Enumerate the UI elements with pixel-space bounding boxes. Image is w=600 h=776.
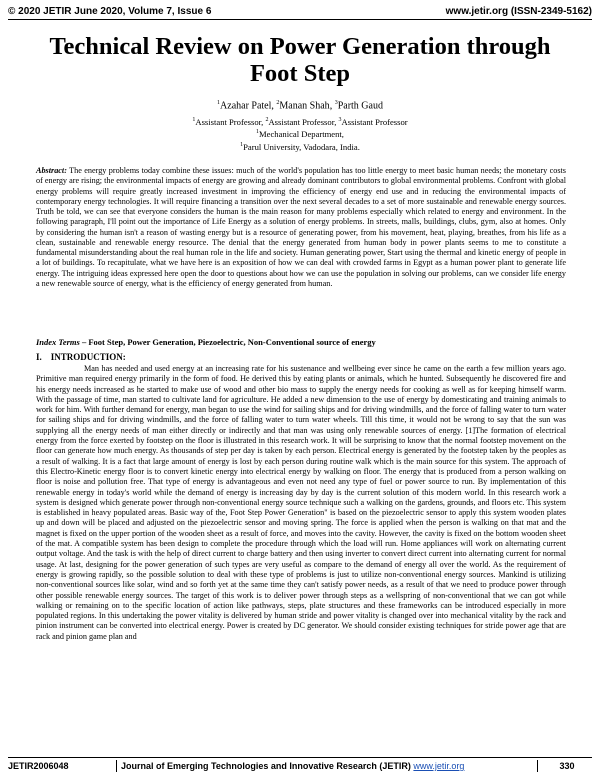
index-terms-text: – Foot Step, Power Generation, Piezoelectric, Non-Conventional source of energy [81,337,376,347]
page-header [8,4,592,18]
section-heading [36,352,126,362]
abstract-label: Abstract: [36,166,67,175]
author-line: $^1$Azahar Patel, $^2$Manan Shah, $^3$Parth Gaud [217,100,383,112]
footer-journal: Journal of Emerging Technologies and Innovative Research (JETIR) www.jetir.org [121,761,465,771]
footer-paper-code: JETIR2006048 [8,761,69,771]
footer-rule [8,757,592,758]
affiliation-department: $^1$Mechanical Department, [256,129,344,140]
footer-divider [537,760,538,772]
page-footer [8,759,592,773]
index-terms-label: Index Terms [36,337,80,347]
affiliation-positions: $^1$Assistant Professor, $^2$Assistant Professor, $^3$Assistant Professor [192,116,408,127]
header-volume-info: © 2020 JETIR June 2020, Volume 7, Issue 6 [8,5,212,17]
footer-page-number: 330 [559,761,575,771]
introduction-paragraph: Man has needed and used energy at an increasing rate for his sustenance and wellbeing ever since he came on the earth a few million years ago. Primitive man required energy primarily in the form of food. He derived this by eating plants or animals, which he hunted. Subsequently he discovered fire and his energy needs increased as he started to make use of wood and other bio mass to supply the energy needs for cooking as well as for keeping himself warm. With the passage of time, man started to cultivate land for agriculture. He added a new dimension to the use of energy by domesticating and training animals to work for him. With further demand for energy, man began to use the wind for sailing ships and for driving windmills, and the force of falling water to turn water for sailing ships and for driving windmills, and the force of falling water to turn water wheels. Till this time, it would not be wrong to say that the sun was supplying all the energy needs of man either directly or indirectly and that man was using only renewable sources of energy. [1]The formation of electrical energy from the force exerted by footstep on the floor is illustrated in this research work. It will be surprising to know that the normal footstep movement on the floor can generate how much energy. As thousands of step per day is taken by each person. Electrical energy is generated by the footstep taken by the peoples as a result of walking. It is a fact that large amount of energy is lost by each person during routine walk which is the main source for this system. The approach of this Electro-Kinetic energy floor is to convert kinetic energy into electrical energy by walking on floor. The energy that is produced from a person walking on floor is noise and pollution free. That type of energy is advantageous and even not need any type of fuel or power source to run. By implementation of this renewable energy in today's world while the demand of energy is increasing day by day is the current solution of this modern world. In this research work a system is designed which generate power through non-conventional energy source technique such a walking on the gardens, grounds, and floors etc. This system is established in heavy populated areas. Basic way of the, Foot Step Power Generation" is based on the piezoelectric sensor to apply this system wooden plates up and down will be placed and adjusted on the piezoelectric sensor and moving spring. The force is applied when the person is walking on that mat and the magnet is fixed on the upper portion of the wooden sheet as a result of force, and moves into the cavity. However, the cavity is fixed on the bottom wooden sheet of the mat. A compatible system has been design to complete the procedure through which the load will run. Home appliances will work on alternating current output voltage. And the task is with the help of direct current to charge battery and then using inverter to convert direct current into alternating current for normal usage. At last, designing for the power generation of such types are very useful as compare to the demand of energy all over the world. As the requirement of energy is growing rapidly, so the possible solution to deal with these type of problems is just to utilize non-conventional energy sources. Mankind is utilizing non-conventional sources like solar, wind and so forth yet at the same time they can't satisfy power needs, as a result of that we need to produce power through other possible renewable energy sources. The target of this work is to deliver power through steps as a wellspring of non-conventional that we can got while walking or remaining on to the specific location of action like pathways, steps, plate structures and these frameworks can be introduced especially in more populated regions. In this undertaking the power vitality is delivered by human stride and power vitality is changed over into mechanical vitality by the rack and pinion instrument can be converted into electrical energy. Power is created by DC generator. We should consider existing techniques for stride power age that are rack and pinion game plan and [36,364,566,641]
author-name: Manan Shah [279,100,330,112]
author-name: Parth Gaud [337,100,383,112]
section-title: INTRODUCTION: [50,352,126,362]
paper-title: Technical Review on Power Generation through Foot Step [49,33,551,87]
abstract [36,166,566,289]
abstract-text: The energy problems today combine these issues: much of the world's population has too little energy to meet basic human needs; the monetary costs of energy are rising; the environmental impacts of energy are growing and already dominant contributors to global environmental problems. Confront with global energy problems will require greatly increased investment in improving the efficiency of energy end use and in reducing the environmental impacts of contemporary energy technologies. It will require financing a transition over the next several decades to a set of more sustainable and renewable energy sources. Truth be told, we can see that everyone considers the human is the main reason for many problems especially which related to energy and environment. In the following paragraph, I'll point out the importance of Life Energy as a solution of energy problems. In streets, malls, buildings, clubs, gym, also at homes. Only by considering the human isn't a reason of wasting energy but is a resource of generating power, from his movement, heat, playing, breathes, from his life as a clean, sustainable and renewable energy resource. The denial that the energy generated from human body in power plants seems to me to constitute a fundamental misunderstanding about the real human role in the life and society. Human generating power, Start using the thermal and kinetic energy of people in a lot of buildings. To recapitulate, what we have here is an exposition of how we can deal with crowded farms in Egypt as a human power plant to generate life energy. The intriguing ideas expressed here open the door to questions about how we can use the population in solving our problems, can we consider life energy a new renewable source of energy, what is the efficiency of energy generated from human. [36,166,566,288]
affiliation-university: $^1$Parul University, Vadodara, India. [240,141,360,152]
section-number: I. [36,352,42,362]
affiliations [0,115,600,152]
header-rule [8,19,592,20]
footer-divider [116,760,117,772]
author-name: Azahar Patel [220,100,272,112]
header-site-issn[interactable]: www.jetir.org (ISSN-2349-5162) [445,5,592,17]
index-terms [36,337,566,348]
footer-link[interactable]: www.jetir.org [413,761,465,771]
